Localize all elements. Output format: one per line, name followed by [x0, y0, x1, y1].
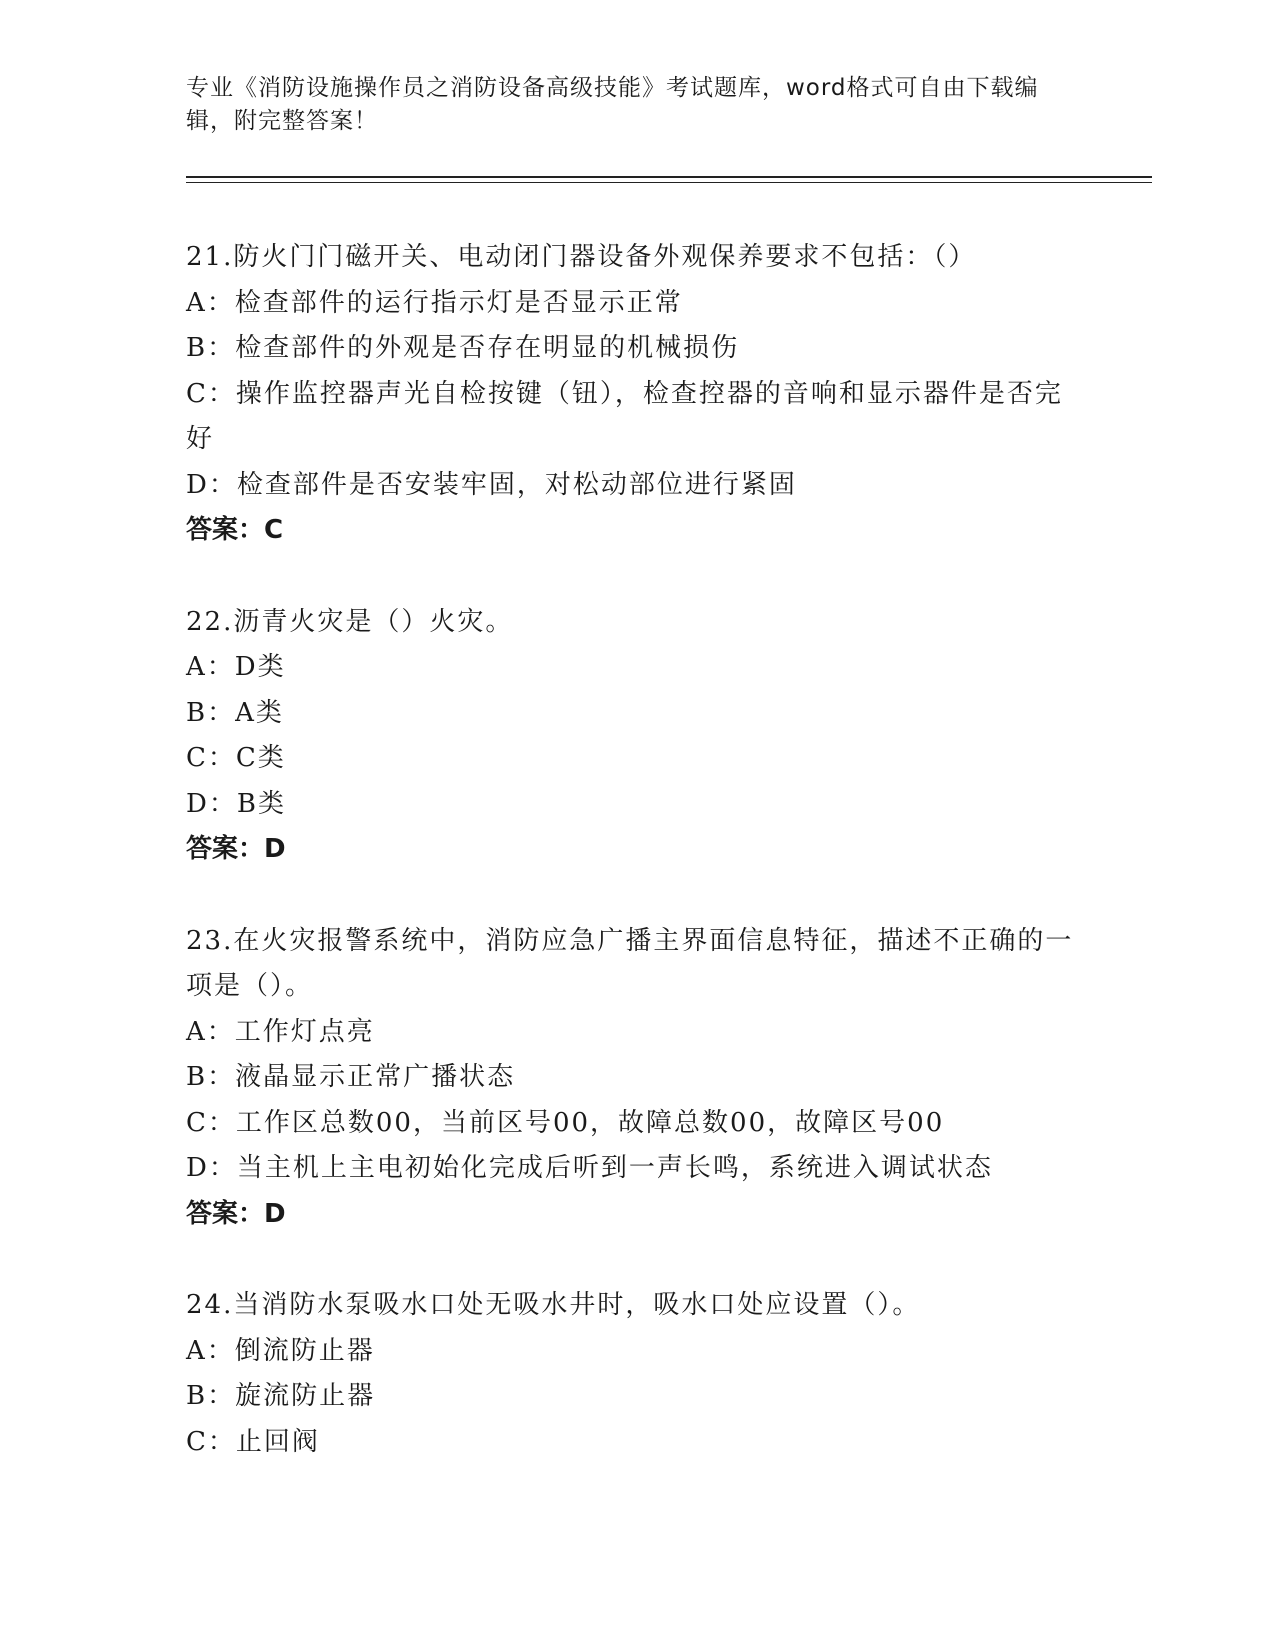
question-stem: 24.当消防水泵吸水口处无吸水井时，吸水口处应设置（）。 — [186, 1290, 921, 1320]
option-c: C：工作区总数00，当前区号00，故障总数00，故障区号00 — [186, 1107, 945, 1138]
question-22 — [186, 600, 1086, 873]
document-intro — [186, 72, 1076, 138]
intro-text: 专业《消防设施操作员之消防设备高级技能》考试题库，word格式可自由下载编辑，附完整答案！ — [186, 75, 1039, 134]
option-b: B：液晶显示正常广播状态 — [186, 1062, 516, 1092]
option-b: B：A类 — [186, 697, 284, 728]
option-b: B：旋流防止器 — [186, 1381, 376, 1411]
option-c: C：C类 — [186, 743, 286, 773]
option-d: D：当主机上主电初始化完成后听到一声长鸣，系统进入调试状态 — [186, 1153, 993, 1183]
question-stem: 23.在火灾报警系统中，消防应急广播主界面信息特征，描述不正确的一项是（）。 — [186, 925, 1074, 1001]
answer-line: 答案：D — [186, 1198, 286, 1229]
option-c: C：操作监控器声光自检按键（钮），检查控器的音响和显示器件是否完好 — [186, 378, 1063, 454]
option-a: A：D类 — [186, 652, 286, 682]
question-stem: 22.沥青火灾是（）火灾。 — [186, 606, 514, 637]
option-a: A：工作灯点亮 — [186, 1016, 375, 1047]
option-d: D：检查部件是否安装牢固，对松动部位进行紧固 — [186, 469, 797, 500]
header-divider-top — [186, 176, 1152, 178]
option-a: A：检查部件的运行指示灯是否显示正常 — [186, 287, 683, 318]
question-list — [186, 235, 1086, 1511]
question-24 — [186, 1283, 1086, 1465]
option-d: D：B类 — [186, 788, 286, 819]
answer-line: 答案：D — [186, 834, 286, 864]
header-divider-bottom — [186, 182, 1152, 183]
question-stem: 21.防火门门磁开关、电动闭门器设备外观保养要求不包括：（） — [186, 242, 977, 272]
answer-line: 答案：C — [186, 515, 284, 545]
option-c: C：止回阀 — [186, 1426, 320, 1457]
option-a: A：倒流防止器 — [186, 1335, 375, 1366]
question-23 — [186, 919, 1086, 1238]
question-21 — [186, 235, 1086, 554]
option-b: B：检查部件的外观是否存在明显的机械损伤 — [186, 333, 740, 363]
